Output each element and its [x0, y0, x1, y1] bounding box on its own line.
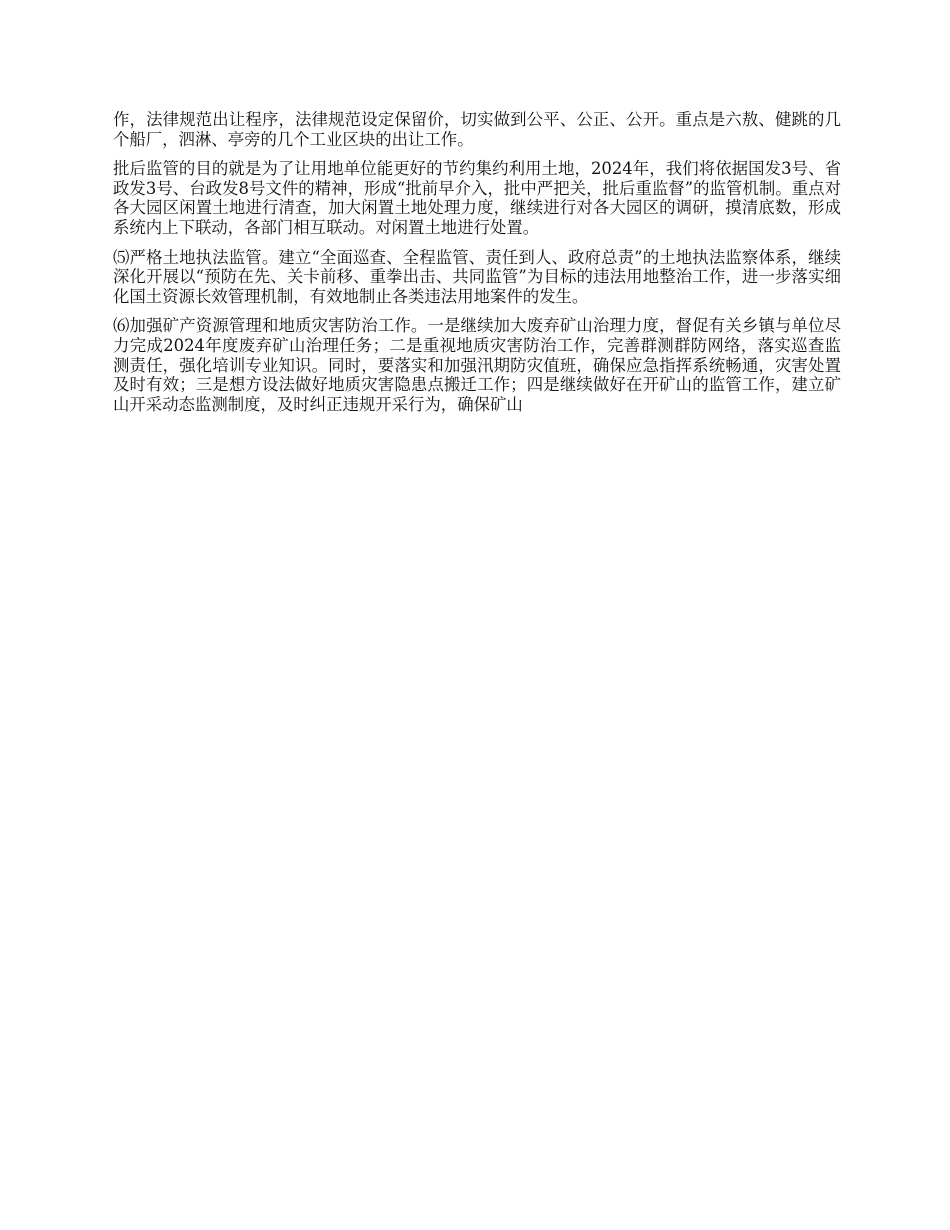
paragraph-mineral-geohazard: ⑹加强矿产资源管理和地质灾害防治工作。一是继续加大废弃矿山治理力度，督促有关乡镇与单位尽力完成2024年度废弃矿山治理任务；二是重视地质灾害防治工作，完善群测群防网络，落实巡查监测责任，强化培训专业知识。同时，要落实和加强汛期防灾值班，确保应急指挥系统畅通，灾害处置及时有效；三是想方设法做好地质灾害隐患点搬迁工作；四是继续做好在开矿山的监管工作，建立矿山开采动态监测制度，及时纠正违规开采行为，确保矿山 — [113, 316, 841, 414]
document-page — [113, 110, 841, 424]
paragraph-land-transfer: 作，法律规范出让程序，法律规范设定保留价，切实做到公平、公正、公开。重点是六敖、健跳的几个船厂，泗淋、亭旁的几个工业区块的出让工作。 — [113, 110, 841, 149]
paragraph-land-law-enforcement: ⑸严格土地执法监管。建立“全面巡查、全程监管、责任到人、政府总责”的土地执法监察体系，继续深化开展以“预防在先、关卡前移、重拳出击、共同监管”为目标的违法用地整治工作，进一步落实细化国土资源长效管理机制，有效地制止各类违法用地案件的发生。 — [113, 247, 841, 306]
paragraph-post-approval-supervision: 批后监管的目的就是为了让用地单位能更好的节约集约利用土地，2024年，我们将依据国发3号、省政发3号、台政发8号文件的精神，形成“批前早介入，批中严把关，批后重监督”的监管机制。重点对各大园区闲置土地进行清查，加大闲置土地处理力度，继续进行对各大园区的调研，摸清底数，形成系统内上下联动，各部门相互联动。对闲置土地进行处置。 — [113, 159, 841, 237]
